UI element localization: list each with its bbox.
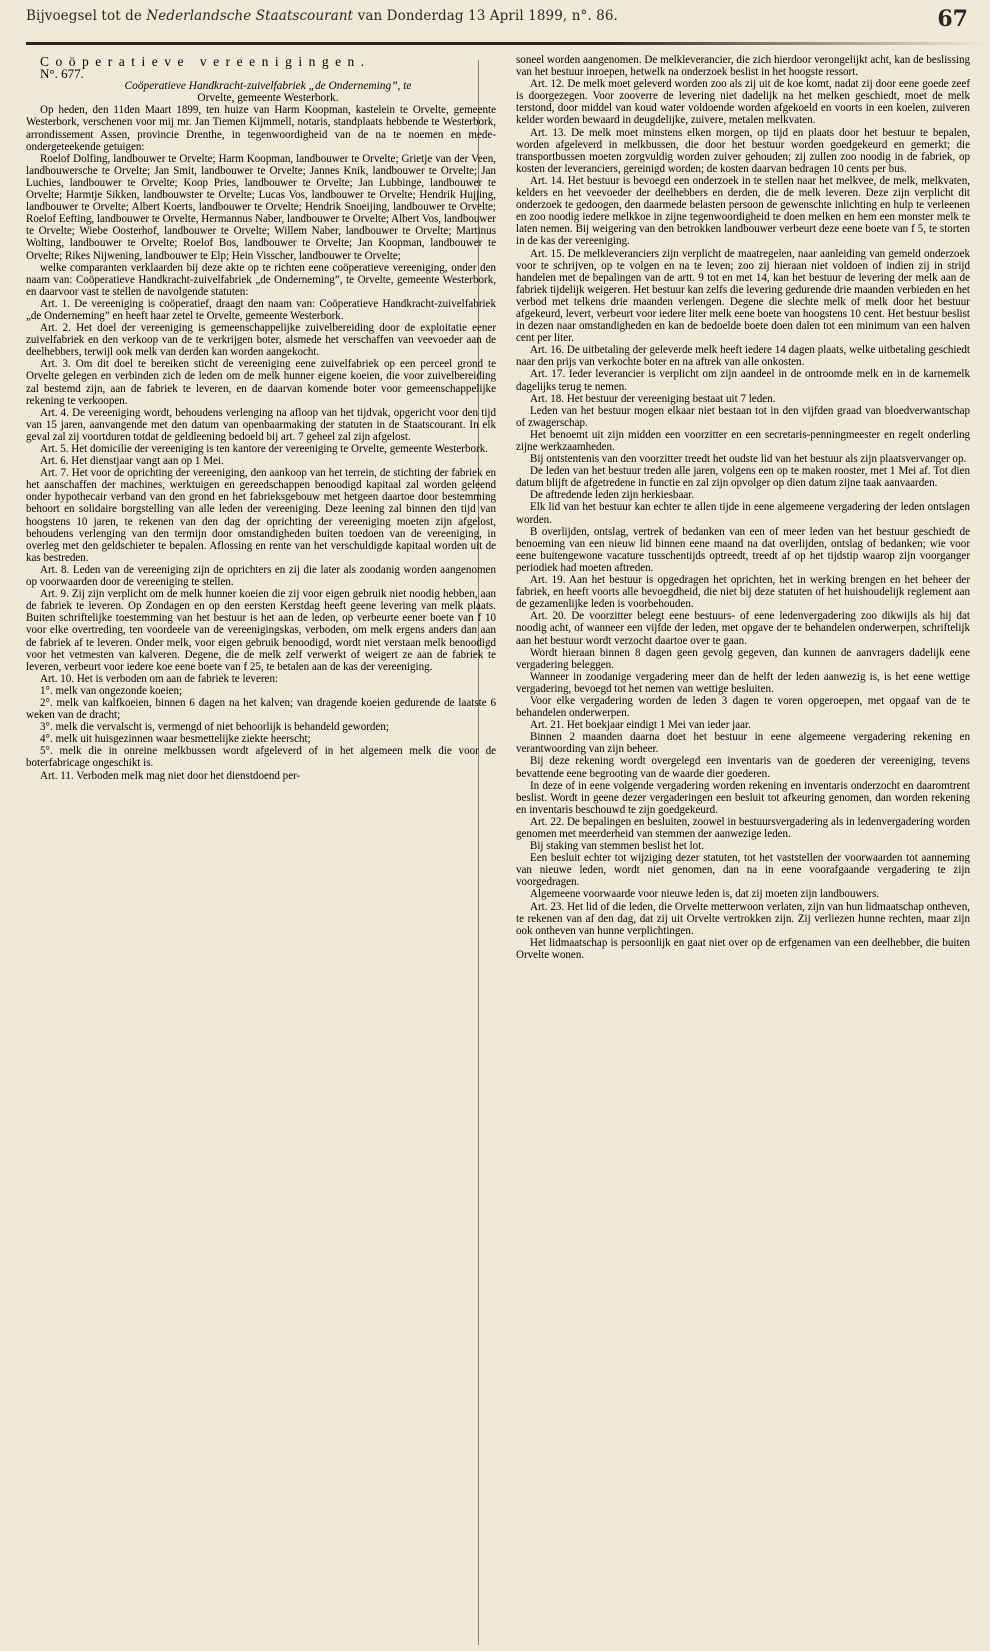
paragraph: Art. 13. De melk moet minstens elken morgen, op tijd en plaats door het bestuur te bepalen, worden afgeleverd in melkbussen, die door het bestuur worden goedgekeurd en gemerkt; die transportbussen moeten zorgvuldig worden zuiver gehouden; zij zullen zoo noodig in de fabriek, op kosten der leveranciers, gereinigd worden; de kosten daarvan bedragen 10 cents per bus. bbox=[516, 126, 970, 175]
paragraph: Art. 17. Ieder leverancier is verplicht om zijn aandeel in de ontroomde melk en in de karnemelk dagelijks terug te nemen. bbox=[516, 368, 970, 393]
left-column bbox=[26, 56, 496, 961]
paragraph: Art. 22. De bepalingen en besluiten, zoowel in bestuursvergadering als in ledenvergadering worden genomen met meerderheid van stemmen der aanwezige leden. bbox=[516, 815, 970, 840]
right-column bbox=[516, 54, 970, 961]
paragraph: Art. 18. Het bestuur der vereeniging bestaat uit 7 leden. bbox=[530, 392, 776, 405]
page-header bbox=[26, 6, 968, 40]
paragraph: B overlijden, ontslag, vertrek of bedanken van een of meer leden van het bestuur geschiedt de benoeming van een nieuw lid binnen eene maand na dat overlijden, ontslag of bedanken; wie voor eene buitengewone vacature tusschentijds optreedt, treedt af op het tijdstip waarop zijn voorganger periodiek had moeten aftreden. bbox=[516, 525, 970, 574]
header-prefix: Bijvoegsel tot de bbox=[26, 8, 147, 24]
article-columns bbox=[26, 56, 970, 961]
paragraph: 2°. melk van kalfkoeien, binnen 6 dagen na het kalven; van dragende koeien gedurende de laatste 6 weken van de dracht; bbox=[26, 696, 496, 722]
paragraph: Voor elke vergadering worden de leden 3 dagen te voren opgeroepen, met opgaaf van de te behandelen onderwerpen. bbox=[516, 694, 970, 720]
header-newspaper: Nederlandsche Staatscourant bbox=[146, 8, 354, 24]
paragraph: Het benoemt uit zijn midden een voorzitter en een secretaris-penningmeester en regelt onderling zijne werkzaamheden. bbox=[516, 428, 970, 453]
paragraph: Art. 4. De vereeniging wordt, behoudens verlenging na afloop van het tijdvak, opgericht voor den tijd van 15 jaren, aanvangende met den datum van openbaarmaking der statuten in de Staatscourant. In elk geval zal zij voortduren totdat de geldleening bedoeld bij art. 7 geheel zal zijn afgelost. bbox=[26, 406, 496, 443]
entry-subtitle: Orvelte, gemeente Westerbork. bbox=[197, 92, 339, 105]
paragraph: Art. 10. Het is verboden om aan de fabriek te leveren: bbox=[40, 672, 279, 685]
paragraph: 5°. melk die in onreine melkbussen wordt afgeleverd of in het algemeen melk die voor de boterfabricage ongeschikt is. bbox=[26, 745, 496, 770]
paragraph: Algemeene voorwaarde voor nieuwe leden is, dat zij moeten zijn landbouwers. bbox=[530, 888, 880, 901]
paragraph: Binnen 2 maanden daarna doet het bestuur in eene algemeene vergadering rekening en verantwoording van zijn beheer. bbox=[516, 731, 970, 756]
paragraph: Art. 16. De uitbetaling der geleverde melk heeft iedere 14 dagen plaats, welke uitbetaling geschiedt naar den prijs van verkochte boter en na aftrek van alle onkosten. bbox=[516, 344, 970, 369]
paragraph: Wordt hieraan binnen 8 dagen geen gevolg gegeven, dan kunnen de aanvragers dadelijk eene vergadering beleggen. bbox=[516, 646, 970, 671]
paragraph: soneel worden aangenomen. De melkleverancier, die zich hierdoor verongelijkt acht, kan de beslissing van het bestuur inroepen, hetwelk na onderzoek beslist in het hoogste ressort. bbox=[516, 54, 970, 79]
entry-title: Coöperatieve Handkracht-zuivelfabriek „de Onderneming”, te bbox=[124, 80, 412, 93]
paragraph: Art. 3. Om dit doel te bereiken sticht de vereeniging eene zuivelfabriek op een perceel grond te Orvelte gelegen en verbinden zich de leden om de melk hunner eigene koeien, die voor zuivelbereiding zal bestemd zijn, aan de fabriek te leveren, en de daarvan komende boter voor gemeenschappelijke rekening te verkoopen. bbox=[26, 358, 496, 407]
paragraph: Op heden, den 11den Maart 1899, ten huize van Harm Koopman, kastelein te Orvelte, gemeente Westerbork, verschenen voor mij mr. Jan Tiemen Kijmmell, notaris, standplaats hebbende te Westerbork, arrondissement Assen, provincie Drenthe, in tegenwoordigheid van de na te noemen en mede-ondergeteekende getuigen: bbox=[26, 104, 496, 153]
entry-number: N°. 677. bbox=[40, 66, 84, 82]
paragraph: Art. 23. Het lid of die leden, die Orvelte metterwoon verlaten, zijn van hun lidmaatschap ontheven, te rekenen van af den dag, dat zij uit Orvelte vertrokken zijn. Zij verliezen hunne rechten, maar zijn ook ontheven van hunne verplichtingen. bbox=[516, 900, 970, 937]
header-suffix: van Donderdag 13 April 1899, n°. 86. bbox=[353, 8, 618, 24]
paragraph: Art. 7. Het voor de oprichting der vereeniging, den aankoop van het terrein, de stichting der fabriek en het aanschaffen der machines, werktuigen en gereedschappen benoodigd kapitaal zal worden geleend onder hypothecair verband van den grond en het fabrieksgebouw met hetgeen daartoe door bestemming behoort en solidaire borgstelling van alle leden der vereeniging. Deze leening zal binnen den tijd van hoogstens 10 jaren, te rekenen van den dag der oprichting der vereeniging moeten zijn afgelost, behoudens verlenging van den termijn door omstandigheden buiten toedoen van de vereeniging, in overleg met den geldschieter te bepalen. Aflossing en rente van het verschuldigde kapitaal worden uit de kas bestreden. bbox=[26, 467, 496, 564]
paragraph: De aftredende leden zijn herkiesbaar. bbox=[530, 489, 695, 502]
section-title: Coöperatieve vereenigingen. bbox=[40, 54, 371, 69]
paragraph: Bij deze rekening wordt overgelegd een inventaris van de goederen der vereeniging, tevens bevattende eene begrooting van de waarde dier goederen. bbox=[516, 755, 970, 780]
paragraph: Art. 19. Aan het bestuur is opgedragen het oprichten, het in werking brengen en het beheer der fabriek, en heeft voorts alle bevoegdheid, die niet bij deze statuten of het huishoudelijk reglement aan de gezamenlijke leden is voorbehouden. bbox=[516, 574, 970, 611]
paragraph: welke comparanten verklaarden bij deze akte op te richten eene coöperatieve vereeniging, onder den naam van: Coöperatieve Handkracht-zuivelfabriek „de Onderneming”, te Orvelte, gemeente Westerbork, en daarvoor vast te stellen de navolgende statuten: bbox=[26, 261, 496, 298]
paragraph: Een besluit echter tot wijziging dezer statuten, tot het vaststellen der voorwaarden tot aanneming van nieuwe leden, wordt niet genomen, dan na in eene voorafgaande vergadering te zijn voorgedragen. bbox=[516, 852, 970, 889]
paragraph: Art. 15. De melkleveranciers zijn verplicht de maatregelen, naar aanleiding van gemeld onderzoek voor te schrijven, op te volgen en na te leven; zoo zij hieraan niet voldoen of indien zij in strijd handelen met de bepalingen van de artt. 9 tot en met 14, kan het bestuur de levering der melk aan de fabriek tijdelijk weigeren. Het bestuur kan zelfs die levering gedurende drie maanden verbieden en het verbod met telkens drie maanden verlengen. Degene die slechte melk of melk door het bestuur afgekeurd, levert, verbeurt voor iedere liter melk eene boete van hoogstens 10 cent. Het bestuur beslist in dezen naar omstandigheden en kan de bedoelde boete doen dalen tot een minimum van een halven cent per liter. bbox=[516, 247, 970, 345]
paragraph: Bij ontstentenis van den voorzitter treedt het oudste lid van het bestuur als zijn plaatsvervanger op. bbox=[530, 453, 967, 466]
header-rule bbox=[26, 42, 986, 45]
paragraph: Art. 9. Zij zijn verplicht om de melk hunner koeien die zij voor eigen gebruik niet noodig hebben, aan de fabriek te leveren. Op Zondagen en op den eersten Kerstdag heeft geene levering van melk plaats. Buiten schriftelijke toestemming van het bestuur is het aan de leden, op verbeurte eener boete van f 10 voor elke overtreding, ten voordeele van de vereenigingskas, verboden, om melk ergens anders dan aan de fabriek af te leveren. Onder melk, voor eigen gebruik benoodigd, wordt niet verstaan melk benoodigd voor het vetmesten van kalveren. Degene, die de melk zelf verwerkt of weigert ze aan de fabriek te leveren, verbeurt voor iedere koe eene boete van f 25, te betalen aan de kas der vereeniging. bbox=[26, 588, 496, 673]
paragraph: Art. 11. Verboden melk mag niet door het dienstdoend per- bbox=[40, 769, 301, 782]
paragraph: 4°. melk uit huisgezinnen waar besmettelijke ziekte heerscht; bbox=[40, 733, 311, 746]
paragraph: 3°. melk die vervalscht is, vermengd of niet behoorlijk is behandeld geworden; bbox=[40, 721, 389, 734]
paragraph: De leden van het bestuur treden alle jaren, volgens een op te maken rooster, met 1 Mei af. Tot dien datum blijft de afgetredene in functie en zal zijn opvolger op dien datum zijne taak aanvaarden. bbox=[516, 465, 970, 490]
header-text bbox=[26, 8, 618, 24]
paragraph: Leden van het bestuur mogen elkaar niet bestaan tot in den vijfden graad van bloedverwantschap of zwagerschap. bbox=[516, 404, 970, 429]
paragraph: Art. 6. Het dienstjaar vangt aan op 1 Mei. bbox=[40, 455, 224, 468]
paragraph: Art. 12. De melk moet geleverd worden zoo als zij uit de koe komt, nadat zij door eene goede zeef is doorgezegen. Voor zooverre de levering niet dadelijk na het melken geschiedt, moet de melk terstond, door middel van koud water voldoende worden afgekoeld en voorts in een koelen, zuiveren kelder worden bewaard in deugdelijke, zuivere, metalen melkvaten. bbox=[516, 78, 970, 127]
paragraph: Het lidmaatschap is persoonlijk en gaat niet over op de erfgenamen van een deelhebber, die buiten Orvelte wonen. bbox=[516, 936, 970, 961]
page-number: 67 bbox=[937, 6, 968, 32]
paragraph: Art. 20. De voorzitter belegt eene bestuurs- of eene ledenvergadering zoo dikwijls als hij dat noodig acht, of wanneer een vijfde der leden, met opgave der te behandelen onderwerpen, schriftelijk aan het bestuur wordt verzocht daartoe over te gaan. bbox=[516, 610, 970, 647]
paragraph: Art. 8. Leden van de vereeniging zijn de oprichters en zij die later als zoodanig worden aangenomen op voorwaarden door de vereeniging te stellen. bbox=[26, 563, 496, 589]
paragraph: Roelof Dolfing, landbouwer te Orvelte; Harm Koopman, landbouwer te Orvelte; Grietje van der Veen, landbouwersche te Orvelte; Jan Smit, landbouwer te Orvelte; Jannes Knik, landbouwer te Orvelte; Jan Luchies, landbouwer te Orvelte; Koop Pries, landbouwer te Orvelte; Jan Lubbinge, landbouwer te Orvelte; Harmtje Sikken, landbouwster te Orvelte; Lucas Vos, landbouwer te Orvelte; Hendrik Hujjing, landbouwer te Orvelte; Albert Koerts, landbouwer te Orvelte; Hendrik Snoeijing, landbouwer te Orvelte; Roelof Eefting, landbouwer te Orvelte, Hermannus Naber, landbouwer te Orvelte; Albert Vos, landbouwer te Orvelte; Wiebe Oosterhof, landbouwer te Orvelte; Willem Naber, landbouwer te Orvelte; Martinus Wolting, landbouwer te Orvelte; Roelof Bos, landbouwer te Orvelte; Jan Koopman, landbouwer te Orvelte; Rikes Nijwening, landbouwer te Elp; Hein Visscher, landbouwer te Orvelte; bbox=[26, 152, 496, 262]
paragraph: Art. 21. Het boekjaar eindigt 1 Mei van ieder jaar. bbox=[530, 719, 751, 732]
paragraph: Elk lid van het bestuur kan echter te allen tijde in eene algemeene vergadering der leden ontslagen worden. bbox=[516, 501, 970, 526]
paragraph: 1°. melk van ongezonde koeien; bbox=[40, 684, 183, 697]
paragraph: Art. 14. Het bestuur is bevoegd een onderzoek in te stellen naar het melkvee, de melk, melkvaten, kelders en het veevoeder der deelhebbers en derden, die de melk leveren. Deze zijn verplicht dit onderzoek te gedoogen, den daarmede belasten persoon de gewenschte inlichting en hulp te verleenen en zoo noodig iedere melkkoe in zijne tegenwoordigheid te doen melken en hem een monster melk te laten nemen. Bij weigering van den betrokken landbouwer verbeurt deze eene boete van f 5, te storten in de kas der vereeniging. bbox=[516, 174, 970, 248]
paragraph: In deze of in eene volgende vergadering worden rekening en inventaris onderzocht en daaromtrent beslist. Wordt in geene dezer vergaderingen een besluit tot afkeuring genomen, dan worden rekening en inventaris beschouwd te zijn goedgekeurd. bbox=[516, 779, 970, 816]
paragraph: Art. 1. De vereeniging is coöperatief, draagt den naam van: Coöperatieve Handkracht-zuivelfabriek „de Onderneming” en heeft haar zetel te Orvelte, gemeente Westerbork. bbox=[26, 297, 496, 322]
paragraph: Art. 5. Het domicilie der vereeniging is ten kantore der vereeniging te Orvelte, gemeente Westerbork. bbox=[40, 443, 488, 455]
paragraph: Bij staking van stemmen beslist het lot. bbox=[530, 840, 704, 853]
paragraph: Art. 2. Het doel der vereeniging is gemeenschappelijke zuivelbereiding door de exploitatie eener zuivelfabriek en den verkoop van de te verkrijgen boter, alsmede het verschaffen van veevoeder aan de deelhebbers, terwijl ook melk van derden kan worden aangekocht. bbox=[26, 322, 496, 359]
paragraph: Wanneer in zoodanige vergadering meer dan de helft der leden aanwezig is, is het eene wettige vergadering, bevoegd tot het nemen van wettige besluiten. bbox=[516, 670, 970, 695]
